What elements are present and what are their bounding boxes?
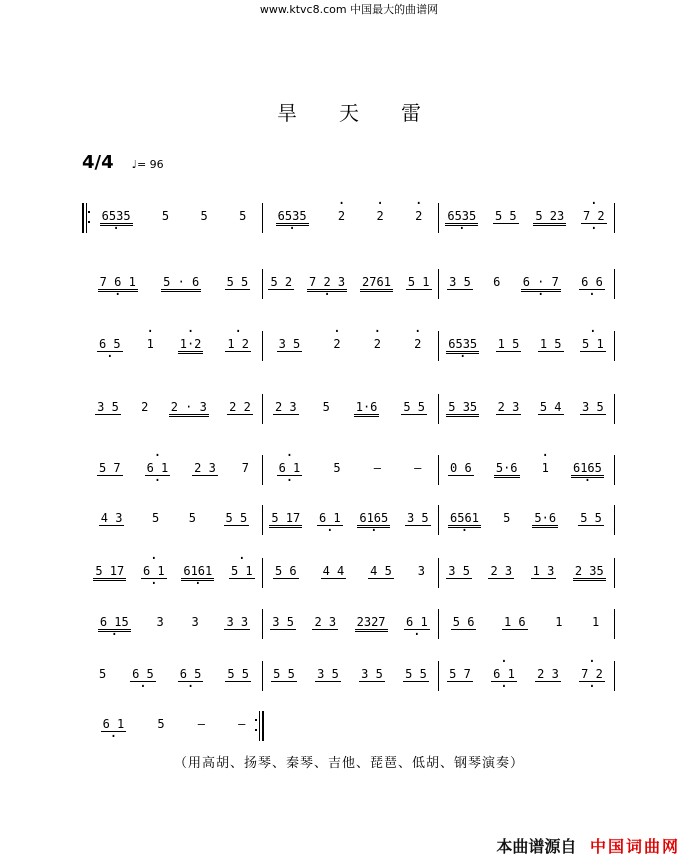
note-group: 5	[322, 400, 330, 414]
measure-notes	[438, 564, 614, 581]
note-group: 5 5	[225, 511, 248, 525]
note-group: · 2	[412, 337, 423, 351]
measure	[438, 505, 614, 535]
note-group: 5·6	[494, 461, 520, 478]
note-group: —	[414, 461, 422, 475]
note-group: 2 · 3	[169, 400, 209, 417]
measure	[86, 394, 262, 424]
score-line	[86, 394, 614, 430]
note-group: 5 · 6	[161, 275, 201, 292]
note-group: 1	[555, 615, 563, 629]
measure	[86, 505, 262, 535]
measure	[438, 269, 614, 299]
note-group: 1·6	[354, 400, 380, 417]
note-group: 2327	[355, 615, 388, 632]
measure	[86, 558, 262, 588]
note-group: 6 1 ·	[101, 717, 127, 732]
measure-notes	[262, 667, 438, 682]
measure	[262, 203, 438, 233]
score-line	[86, 455, 614, 491]
note-group: 1 5	[497, 337, 520, 351]
measure-notes	[438, 615, 614, 630]
score-line	[86, 505, 614, 541]
note-group: · 6 1 ·	[141, 564, 167, 579]
bar-line	[614, 455, 615, 485]
note-group: 7 2 3 ·	[307, 275, 347, 292]
site-header-link[interactable]: www.ktvc8.com 中国最大的曲谱网	[259, 3, 439, 16]
measure	[86, 711, 262, 741]
note-group: 3 5	[582, 400, 604, 414]
note-group: 2761	[360, 275, 393, 292]
note-group: 5 6	[274, 564, 297, 578]
measure-notes	[438, 209, 614, 226]
note-group: · 7 2 ·	[581, 209, 607, 224]
note-group: 5 23	[533, 209, 566, 226]
meta-row	[82, 152, 164, 173]
note-group: 3 3	[226, 615, 249, 629]
note-group: 1 5	[539, 337, 562, 351]
note-group: 5 35	[446, 400, 479, 417]
score-line	[86, 661, 614, 697]
bar-line	[614, 203, 615, 233]
note-group: 2 3	[194, 461, 216, 475]
note-group: · 6 1 ·	[277, 461, 303, 476]
note-group: 4 4	[322, 564, 345, 578]
note-group: 5	[503, 511, 511, 525]
note-group: · 1·2	[178, 337, 204, 354]
measure-notes	[262, 564, 438, 579]
note-group: 6 · 7 ·	[521, 275, 561, 292]
note-group: 3 5	[449, 275, 471, 289]
measure-notes	[262, 400, 438, 417]
note-group: 4 3	[100, 511, 123, 525]
note-group: 5 1	[407, 275, 430, 289]
note-group: 3 5	[272, 615, 294, 629]
note-group: · 2	[336, 209, 347, 223]
note-group: 5	[151, 511, 160, 525]
note-group: · 7 2 ·	[579, 667, 605, 682]
note-group: 1 3	[532, 564, 555, 578]
note-group: 5 5	[226, 275, 249, 289]
measure	[438, 331, 614, 361]
measure-notes	[438, 461, 614, 478]
measure	[262, 558, 438, 588]
note-group: 4 5	[370, 564, 392, 578]
repeat-end-sign	[256, 711, 264, 741]
measure	[438, 558, 614, 588]
measure-notes	[86, 717, 262, 732]
measure-notes	[262, 615, 438, 632]
note-group: 5 5	[580, 511, 602, 525]
note-group: · 6 1 ·	[145, 461, 171, 476]
note-group: 6165 ·	[571, 461, 604, 478]
note-group: 5 17	[269, 511, 302, 528]
instrumentation-note: （用高胡、扬琴、秦琴、吉他、琵琶、低胡、钢琴演奏）	[173, 756, 524, 771]
note-group: 5	[98, 667, 107, 681]
note-group: 6 1 ·	[404, 615, 430, 630]
note-group: 3 5	[361, 667, 383, 681]
note-group: 5 7	[449, 667, 471, 681]
note-group: 5	[239, 209, 247, 223]
bar-line	[614, 269, 615, 299]
time-signature: 4/4	[82, 152, 114, 173]
score-line	[86, 711, 614, 747]
measure	[438, 203, 614, 233]
note-group: 6 6 ·	[579, 275, 605, 290]
measure	[86, 455, 262, 485]
note-group: 5 17	[93, 564, 126, 581]
note-group: 5 5	[405, 667, 427, 681]
note-group: 2 2	[229, 400, 251, 414]
measure	[262, 331, 438, 361]
note-group: 5 2	[270, 275, 293, 289]
note-group: 6 5 ·	[178, 667, 204, 682]
measure	[262, 505, 438, 535]
measure-notes	[438, 667, 614, 682]
bar-line	[614, 505, 615, 535]
note-group: 5	[161, 209, 170, 223]
measure	[86, 269, 262, 299]
note-group: 2 3	[497, 400, 520, 414]
note-group: · 2	[331, 337, 342, 351]
measure	[262, 394, 438, 424]
bar-line	[614, 331, 615, 361]
bar-line	[614, 394, 615, 424]
measure	[86, 331, 262, 361]
note-group: 5	[157, 717, 165, 731]
note-group: 6535 ·	[100, 209, 133, 226]
measure-notes	[86, 337, 262, 354]
note-group: —	[197, 717, 205, 731]
note-group: 6161 ·	[181, 564, 214, 581]
measure-notes	[262, 337, 438, 352]
note-group: 2 3	[274, 400, 297, 414]
note-group: 3 5	[406, 511, 429, 525]
note-group: 2 35	[573, 564, 606, 581]
measure-notes	[86, 564, 262, 581]
measure-notes	[438, 400, 614, 417]
measure-notes	[86, 667, 262, 682]
note-group: 0 6	[450, 461, 472, 475]
score-line	[86, 558, 614, 594]
score-line	[86, 609, 614, 645]
note-group: · 2	[375, 209, 386, 223]
note-group: 7 6 1 ·	[98, 275, 138, 292]
measure-notes	[438, 337, 614, 354]
measure-notes	[262, 511, 438, 528]
measure-notes	[86, 615, 262, 632]
note-group: 6 5 ·	[130, 667, 156, 682]
note-group: · 1	[540, 461, 551, 475]
note-group: 6561 ·	[448, 511, 481, 528]
note-group: 5 5	[494, 209, 517, 223]
measure	[262, 661, 438, 691]
note-group: · 5 1	[580, 337, 606, 352]
note-group: 6535 ·	[445, 209, 478, 226]
note-group: 6535 ·	[276, 209, 309, 226]
measure	[86, 203, 262, 233]
note-group: —	[373, 461, 381, 475]
note-group: · 2	[413, 209, 424, 223]
bar-line	[614, 661, 615, 691]
note-group: 6535 ·	[446, 337, 479, 354]
measure-notes	[438, 275, 614, 292]
note-group: 7	[241, 461, 250, 475]
note-group: 3 5	[317, 667, 339, 681]
note-group: 2 3	[490, 564, 513, 578]
note-group: 5 5	[273, 667, 295, 681]
note-group: 5 7	[98, 461, 121, 475]
note-group: 6	[493, 275, 501, 289]
bar-line	[614, 609, 615, 639]
note-group: 3 5	[97, 400, 119, 414]
note-group: 5 4	[539, 400, 562, 414]
note-group: 5 5	[403, 400, 426, 414]
note-group: 3 5	[278, 337, 301, 351]
brand	[496, 834, 680, 857]
note-group: 3	[191, 615, 199, 629]
note-group: 2 3	[537, 667, 559, 681]
note-group: 1	[591, 615, 600, 629]
note-group: 2 3	[314, 615, 337, 629]
measure	[262, 609, 438, 639]
note-group: · 6 1 ·	[491, 667, 517, 682]
measure-notes	[262, 461, 438, 476]
brand-name[interactable]: 中国词曲网	[589, 837, 680, 856]
measure-notes	[86, 400, 262, 417]
note-group: · 5 1	[229, 564, 255, 579]
note-group: —	[238, 717, 246, 731]
measure-notes	[262, 275, 438, 292]
measure	[438, 455, 614, 485]
note-group: · 1 2	[225, 337, 251, 352]
measure	[262, 269, 438, 299]
note-group: 6 1 ·	[317, 511, 343, 526]
measure-notes	[86, 209, 262, 226]
measure-notes	[86, 511, 262, 526]
song-title: 旱天雷	[277, 101, 463, 125]
note-group: 5	[333, 461, 341, 475]
measure	[262, 455, 438, 485]
measure	[86, 661, 262, 691]
repeat-dots	[255, 719, 257, 721]
measure-notes	[86, 275, 262, 292]
tempo-marking: ♩= 96	[131, 158, 164, 171]
note-group: 3	[156, 615, 164, 629]
note-group: 3	[417, 564, 426, 578]
brand-prefix: 本曲谱源自	[496, 837, 577, 856]
measure	[86, 609, 262, 639]
score-line	[86, 269, 614, 305]
note-group: 6 15 ·	[98, 615, 131, 632]
measure	[438, 609, 614, 639]
note-group: 5	[200, 209, 208, 223]
measure	[438, 394, 614, 424]
measure-notes	[262, 209, 438, 226]
note-group: 2	[141, 400, 149, 414]
note-group: 3 5	[448, 564, 470, 578]
note-group: 6165 ·	[357, 511, 390, 528]
note-group: 1 6	[503, 615, 526, 629]
note-group: 5·6	[532, 511, 558, 528]
measure-notes	[438, 511, 614, 528]
note-group: 5	[188, 511, 196, 525]
note-group: 5 6	[452, 615, 475, 629]
score-line	[86, 331, 614, 367]
note-group: 6 5 ·	[97, 337, 123, 352]
score-line	[86, 203, 614, 239]
measure	[438, 661, 614, 691]
note-group: 5 5	[227, 667, 250, 681]
note-group: · 2	[372, 337, 383, 351]
bar-line	[614, 558, 615, 588]
note-group: · 1	[145, 337, 156, 351]
measure-notes	[86, 461, 262, 476]
